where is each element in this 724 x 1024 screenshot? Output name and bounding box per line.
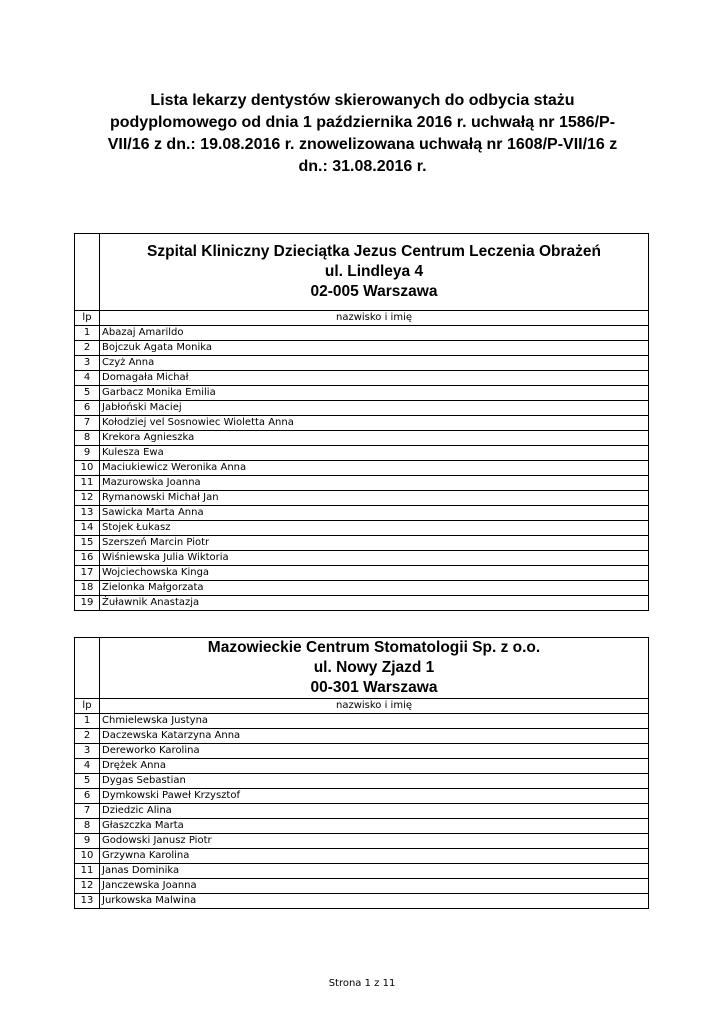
row-lp: 18 <box>75 581 100 596</box>
table-row <box>75 551 649 566</box>
row-lp: 13 <box>75 894 100 909</box>
row-name: Sawicka Marta Anna <box>100 506 649 521</box>
title-line-1: Lista lekarzy dentystów skierowanych do odbycia stażu <box>150 92 575 109</box>
table-row <box>75 431 649 446</box>
row-name: Dereworko Karolina <box>100 744 649 759</box>
row-name: Dygas Sebastian <box>100 774 649 789</box>
title-line-3: VII/16 z dn.: 19.08.2016 r. znowelizowana uchwałą nr 1608/P-VII/16 z <box>107 136 618 153</box>
row-name: Mazurowska Joanna <box>100 476 649 491</box>
row-lp: 9 <box>75 834 100 849</box>
table-row <box>75 744 649 759</box>
table-row <box>75 446 649 461</box>
institution-header <box>75 234 649 311</box>
row-lp: 15 <box>75 536 100 551</box>
row-lp: 8 <box>75 431 100 446</box>
row-name: Kołodziej vel Sosnowiec Wioletta Anna <box>100 416 649 431</box>
row-name: Bojczuk Agata Monika <box>100 341 649 356</box>
row-lp: 12 <box>75 879 100 894</box>
table-row <box>75 789 649 804</box>
institution-street: ul. Lindleya 4 <box>324 263 424 280</box>
title-line-2: podyplomowego od dnia 1 października 2016 r. uchwałą nr 1586/P- <box>109 114 616 131</box>
row-name: Daczewska Katarzyna Anna <box>100 729 649 744</box>
row-lp: 6 <box>75 401 100 416</box>
row-name: Chmielewska Justyna <box>100 714 649 729</box>
table-row <box>75 879 649 894</box>
row-name: Dymkowski Paweł Krzysztof <box>100 789 649 804</box>
row-name: Kulesza Ewa <box>100 446 649 461</box>
institution-info <box>100 638 649 699</box>
table-row <box>75 386 649 401</box>
row-name: Grzywna Karolina <box>100 849 649 864</box>
table-row <box>75 521 649 536</box>
institution-name: Mazowieckie Centrum Stomatologii Sp. z o.o. <box>207 639 541 656</box>
col-lp-header: lp <box>75 311 100 326</box>
row-name: Krekora Agnieszka <box>100 431 649 446</box>
document-title <box>90 90 635 178</box>
institution-name: Szpital Kliniczny Dzieciątka Jezus Centrum Leczenia Obrażeń <box>147 243 601 260</box>
table-row <box>75 849 649 864</box>
row-lp: 13 <box>75 506 100 521</box>
row-name: Drężek Anna <box>100 759 649 774</box>
row-lp: 5 <box>75 774 100 789</box>
row-lp: 16 <box>75 551 100 566</box>
row-lp: 10 <box>75 461 100 476</box>
row-name: Stojek Łukasz <box>100 521 649 536</box>
row-name: Wiśniewska Julia Wiktoria <box>100 551 649 566</box>
row-name: Jurkowska Malwina <box>100 894 649 909</box>
row-name: Żuławnik Anastazja <box>100 596 649 611</box>
row-name: Dziedzic Alina <box>100 804 649 819</box>
row-name: Abazaj Amarildo <box>100 326 649 341</box>
institution-city: 00-301 Warszawa <box>310 679 438 696</box>
row-name: Janas Dominika <box>100 864 649 879</box>
table-row <box>75 804 649 819</box>
table-row <box>75 864 649 879</box>
row-lp: 3 <box>75 356 100 371</box>
institution-city: 02-005 Warszawa <box>310 283 438 300</box>
row-name: Wojciechowska Kinga <box>100 566 649 581</box>
row-lp: 2 <box>75 729 100 744</box>
table-row <box>75 729 649 744</box>
row-name: Garbacz Monika Emilia <box>100 386 649 401</box>
table-row <box>75 461 649 476</box>
column-header-row <box>75 699 649 714</box>
table-row <box>75 476 649 491</box>
row-lp: 10 <box>75 849 100 864</box>
row-lp: 11 <box>75 864 100 879</box>
row-lp: 8 <box>75 819 100 834</box>
table-row <box>75 581 649 596</box>
institution-street: ul. Nowy Zjazd 1 <box>313 659 435 676</box>
col-lp-header: lp <box>75 699 100 714</box>
row-name: Szerszeń Marcin Piotr <box>100 536 649 551</box>
row-lp: 9 <box>75 446 100 461</box>
hospital-table-1 <box>74 233 649 611</box>
row-lp: 19 <box>75 596 100 611</box>
row-lp: 17 <box>75 566 100 581</box>
row-name: Rymanowski Michał Jan <box>100 491 649 506</box>
table-row <box>75 341 649 356</box>
table-row <box>75 834 649 849</box>
table-row <box>75 326 649 341</box>
table-row <box>75 759 649 774</box>
table-row <box>75 371 649 386</box>
row-name: Maciukiewicz Weronika Anna <box>100 461 649 476</box>
row-name: Czyż Anna <box>100 356 649 371</box>
table-row <box>75 894 649 909</box>
table-row <box>75 506 649 521</box>
header-blank-cell <box>75 638 100 699</box>
table-row <box>75 714 649 729</box>
row-lp: 4 <box>75 371 100 386</box>
row-lp: 5 <box>75 386 100 401</box>
row-lp: 2 <box>75 341 100 356</box>
institution-info <box>100 234 649 311</box>
row-lp: 12 <box>75 491 100 506</box>
table-row <box>75 356 649 371</box>
row-lp: 11 <box>75 476 100 491</box>
row-name: Jabłoński Maciej <box>100 401 649 416</box>
column-header-row <box>75 311 649 326</box>
page-number: Strona 1 z 11 <box>328 978 396 989</box>
row-lp: 14 <box>75 521 100 536</box>
table-row <box>75 401 649 416</box>
row-lp: 7 <box>75 804 100 819</box>
row-lp: 3 <box>75 744 100 759</box>
row-name: Domagała Michał <box>100 371 649 386</box>
row-name: Janczewska Joanna <box>100 879 649 894</box>
table-row <box>75 416 649 431</box>
table-row <box>75 819 649 834</box>
row-lp: 6 <box>75 789 100 804</box>
table-row <box>75 536 649 551</box>
row-lp: 1 <box>75 714 100 729</box>
col-name-header: nazwisko i imię <box>100 311 649 326</box>
table-row <box>75 491 649 506</box>
row-name: Zielonka Małgorzata <box>100 581 649 596</box>
title-line-4: dn.: 31.08.2016 r. <box>298 158 427 175</box>
col-name-header: nazwisko i imię <box>100 699 649 714</box>
row-name: Głaszczka Marta <box>100 819 649 834</box>
hospital-table-2 <box>74 637 649 909</box>
row-name: Godowski Janusz Piotr <box>100 834 649 849</box>
row-lp: 7 <box>75 416 100 431</box>
row-lp: 1 <box>75 326 100 341</box>
table-row <box>75 596 649 611</box>
table-row <box>75 774 649 789</box>
institution-header <box>75 638 649 699</box>
row-lp: 4 <box>75 759 100 774</box>
header-blank-cell <box>75 234 100 311</box>
table-row <box>75 566 649 581</box>
